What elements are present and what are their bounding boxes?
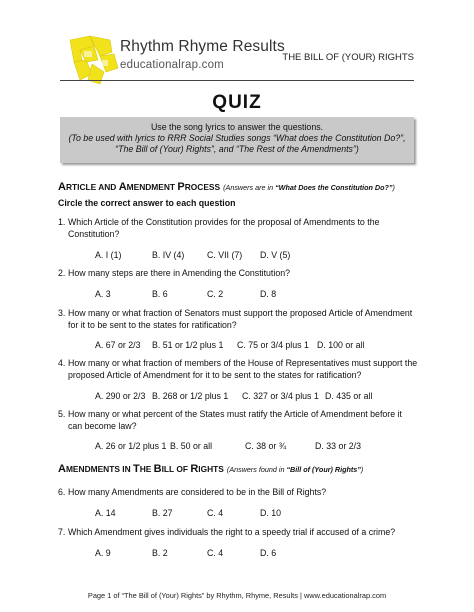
instructions-line-2: (To be used with lyrics to RRR Social Studies songs “What does the Constitution Do?”, “The Bill of (Your) Rights”, and “The Rest of the Amendments”) <box>68 133 406 154</box>
section-title-part: MENDMENTS IN <box>65 464 133 474</box>
answer-option[interactable]: A. 290 or 2/3 <box>95 391 146 401</box>
question-number: 4. <box>58 358 66 368</box>
section-title-part: MENDMENT <box>126 182 178 192</box>
answer-option[interactable]: D. 8 <box>260 289 277 299</box>
answer-option[interactable]: C. 327 or 3/4 plus 1 <box>242 391 319 401</box>
header-divider <box>60 80 414 81</box>
question-number: 3. <box>58 308 66 318</box>
question-number: 6. <box>58 487 66 497</box>
question-4 <box>58 358 418 381</box>
answer-option[interactable]: A. 9 <box>95 548 111 558</box>
circle-instruction: Circle the correct answer to each question <box>58 198 236 208</box>
answer-option[interactable]: A. 26 or 1/2 plus 1 <box>95 441 167 451</box>
answer-option[interactable]: C. 75 or 3/4 plus 1 <box>237 340 309 350</box>
section-title-char: B <box>153 463 162 475</box>
answer-option[interactable]: B. 27 <box>152 508 173 518</box>
question-text: How many or what fraction of Senators must support the proposed Article of Amendment for it to be sent to the states for ratification? <box>68 308 413 330</box>
question-7 <box>58 527 418 539</box>
section-source-note: (Answers found in “Bill of (Your) Rights”) <box>226 465 364 474</box>
answer-option[interactable]: B. 268 or 1/2 plus 1 <box>152 391 229 401</box>
brand-name: Rhythm Rhyme Results <box>120 38 285 55</box>
section-heading-bill-of-rights <box>58 463 363 475</box>
question-6 <box>58 487 418 499</box>
question-5 <box>58 409 418 432</box>
section-title-part: IGHTS <box>198 464 224 474</box>
answer-option[interactable]: C. 2 <box>207 289 224 299</box>
section-title-part: ROCESS <box>184 182 221 192</box>
question-text: How many or what fraction of members of the House of Representatives must support the proposed Article of Amendment for it to be sent to the states for ratification? <box>68 358 418 380</box>
question-number: 1. <box>58 217 66 227</box>
answer-option[interactable]: D. 6 <box>260 548 277 558</box>
answer-option[interactable]: D. 33 or 2/3 <box>315 441 361 451</box>
section-title-char: P <box>177 181 185 193</box>
question-text: Which Article of the Constitution provides for the proposal of Amendments to the Constitution? <box>68 217 380 239</box>
answer-option[interactable]: A. 67 or 2/3 <box>95 340 141 350</box>
answer-option[interactable]: B. 2 <box>152 548 168 558</box>
section-title-part: ILL OF <box>161 464 191 474</box>
answer-option[interactable]: B. 6 <box>152 289 168 299</box>
answer-option[interactable]: B. 50 or all <box>170 441 213 451</box>
section-title-char: T <box>132 463 140 475</box>
answer-option[interactable]: D. 100 or all <box>317 340 365 350</box>
question-text: How many Amendments are considered to be in the Bill of Rights? <box>68 487 327 497</box>
question-text: Which Amendment gives individuals the right to a speedy trial if accused of a crime? <box>68 527 396 537</box>
section-title-char: R <box>190 463 199 475</box>
section-title-char: A <box>118 181 127 193</box>
instructions-line-1: Use the song lyrics to answer the questions. <box>150 122 324 132</box>
document-title: THE BILL OF (YOUR) RIGHTS <box>282 52 414 63</box>
answer-option[interactable]: D. 10 <box>260 508 282 518</box>
question-number: 2. <box>58 268 66 278</box>
question-text: How many steps are there in Amending the Constitution? <box>68 268 291 278</box>
answer-option[interactable]: A. 3 <box>95 289 111 299</box>
question-1 <box>58 217 418 240</box>
instructions-box <box>60 117 414 163</box>
section-heading-article-amendment-process <box>58 181 395 193</box>
question-2 <box>58 268 418 280</box>
quiz-title: QUIZ <box>212 92 262 113</box>
answer-option[interactable]: D. V (5) <box>260 250 291 260</box>
page-header <box>0 0 474 84</box>
section-title-char: A <box>58 463 66 475</box>
answer-option[interactable]: A. I (1) <box>95 250 122 260</box>
question-3 <box>58 308 418 331</box>
section-title-part: RTICLE AND <box>65 182 119 192</box>
question-text: How many or what percent of the States must ratify the Article of Amendment before it can become law? <box>68 409 402 431</box>
section-title-char: A <box>58 181 66 193</box>
answer-option[interactable]: C. 4 <box>207 508 224 518</box>
rrr-logo-icon <box>66 34 122 86</box>
brand-url: educationalrap.com <box>120 59 224 71</box>
section-title-part: HE <box>139 464 154 474</box>
page-footer: Page 1 of “The Bill of (Your) Rights” by Rhythm, Rhyme, Results | www.educationalrap.com <box>87 591 387 600</box>
question-number: 7. <box>58 527 66 537</box>
answer-option[interactable]: C. 38 or ¾ <box>245 441 287 451</box>
answer-option[interactable]: D. 435 or all <box>325 391 373 401</box>
answer-option[interactable]: C. VII (7) <box>207 250 243 260</box>
answer-option[interactable]: A. 14 <box>95 508 116 518</box>
answer-option[interactable]: C. 4 <box>207 548 224 558</box>
section-source-note: (Answers are in “What Does the Constitution Do?”) <box>223 183 395 192</box>
question-number: 5. <box>58 409 66 419</box>
answer-option[interactable]: B. IV (4) <box>152 250 185 260</box>
answer-option[interactable]: B. 51 or 1/2 plus 1 <box>152 340 224 350</box>
